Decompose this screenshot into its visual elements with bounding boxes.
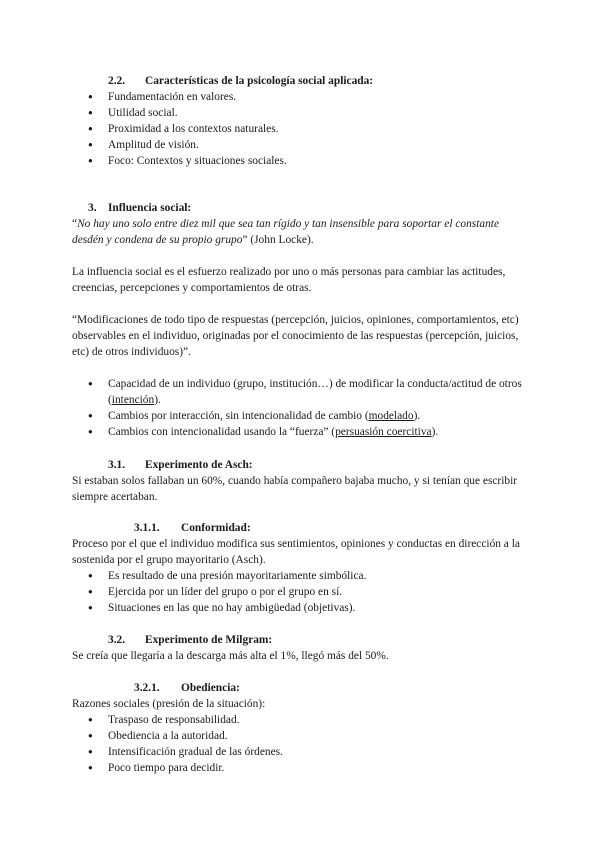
heading-title: Características de la psicología social aplicada: bbox=[145, 75, 374, 87]
list-item bbox=[72, 424, 532, 440]
list-item: ● Amplitud de visión. bbox=[72, 137, 532, 153]
heading-3-1 bbox=[108, 457, 253, 473]
heading-number: 3. bbox=[88, 202, 97, 214]
quote-locke bbox=[72, 216, 532, 248]
heading-2-2 bbox=[108, 73, 373, 89]
list-item: ● Foco: Contextos y situaciones sociales. bbox=[72, 153, 532, 169]
heading-3-1-1 bbox=[134, 520, 251, 536]
heading-title: Experimento de Asch: bbox=[145, 459, 253, 471]
heading-number: 3.1.1. bbox=[134, 522, 160, 534]
text: Cambios por interacción, sin intencionalidad de cambio ( bbox=[108, 410, 369, 422]
heading-3-2 bbox=[108, 632, 272, 648]
list-item: ● Proximidad a los contextos naturales. bbox=[72, 121, 532, 137]
text: Capacidad de un individuo (grupo, institución…) de modificar la conducta/actitud de otros ( bbox=[108, 378, 522, 406]
list-item bbox=[72, 376, 532, 408]
list-item: ● Intensificación gradual de las órdenes. bbox=[72, 744, 532, 760]
list-item: ● Obediencia a la autoridad. bbox=[72, 728, 532, 744]
obedience-paragraph: Razones sociales (presión de la situación): bbox=[72, 698, 266, 710]
milgram-paragraph: Se creía que llegaría a la descarga más alta el 1%, llegó más del 50%. bbox=[72, 650, 389, 662]
heading-number: 3.2.1. bbox=[134, 682, 160, 694]
heading-number: 3.1. bbox=[108, 459, 126, 471]
list-item: ● Es resultado de una presión mayoritariamente simbólica. bbox=[72, 568, 532, 584]
text: Cambios con intencionalidad usando la “fuerza” ( bbox=[108, 426, 336, 438]
heading-3 bbox=[88, 200, 191, 216]
list-characteristics bbox=[72, 89, 532, 169]
list-obedience bbox=[72, 712, 532, 776]
text: ). bbox=[431, 426, 439, 438]
quote-paragraph: “Modificaciones de todo tipo de respuestas (percepción, juicios, opiniones, comportamientos, etc) observables en el individuo, originadas por el conocimiento de las respuestas (percepción, juicios, etc) de otros individuos)”. bbox=[72, 314, 519, 358]
list-conformity bbox=[72, 568, 532, 616]
quote-text: No hay uno solo entre diez mil que sea tan rígido y tan insensible para soportar el constante desdén y condena de su propio grupo bbox=[72, 218, 500, 246]
heading-number: 2.2. bbox=[108, 75, 126, 87]
list-item: ● Poco tiempo para decidir. bbox=[72, 760, 532, 776]
underlined-term: intención bbox=[111, 394, 155, 406]
heading-title: Influencia social: bbox=[108, 202, 192, 214]
conformity-paragraph: Proceso por el que el individuo modifica sus sentimientos, opiniones y conductas en dirección a la sostenida por el grupo mayoritario (Asch). bbox=[72, 538, 520, 566]
text: ). bbox=[154, 394, 161, 406]
quote-mark: “ bbox=[72, 218, 78, 230]
list-item: ● Traspaso de responsabilidad. bbox=[72, 712, 532, 728]
heading-number: 3.2. bbox=[108, 634, 126, 646]
heading-3-2-1 bbox=[134, 680, 240, 696]
list-item: ● Ejercida por un líder del grupo o por el grupo en sí. bbox=[72, 584, 532, 600]
list-item: ● Utilidad social. bbox=[72, 105, 532, 121]
heading-title: Obediencia: bbox=[181, 682, 240, 694]
heading-title: Conformidad: bbox=[181, 522, 251, 534]
quote-attribution: ” (John Locke). bbox=[242, 234, 314, 246]
underlined-term: modelado bbox=[368, 410, 414, 422]
text: ). bbox=[413, 410, 421, 422]
list-item bbox=[72, 408, 532, 424]
heading-title: Experimento de Milgram: bbox=[145, 634, 273, 646]
underlined-term: persuasión coercitiva bbox=[335, 426, 432, 438]
definition-paragraph: La influencia social es el esfuerzo realizado por uno o más personas para cambiar las actitudes, creencias, percepciones y comportamientos de otras. bbox=[72, 266, 506, 294]
asch-paragraph: Si estaban solos fallaban un 60%, cuando había compañero bajaba mucho, y si tenían que escribir siempre acertaban. bbox=[72, 475, 518, 503]
list-item: ● Situaciones en las que no hay ambigüedad (objetivas). bbox=[72, 600, 532, 616]
list-item: ● Fundamentación en valores. bbox=[72, 89, 532, 105]
list-influence bbox=[72, 376, 532, 440]
